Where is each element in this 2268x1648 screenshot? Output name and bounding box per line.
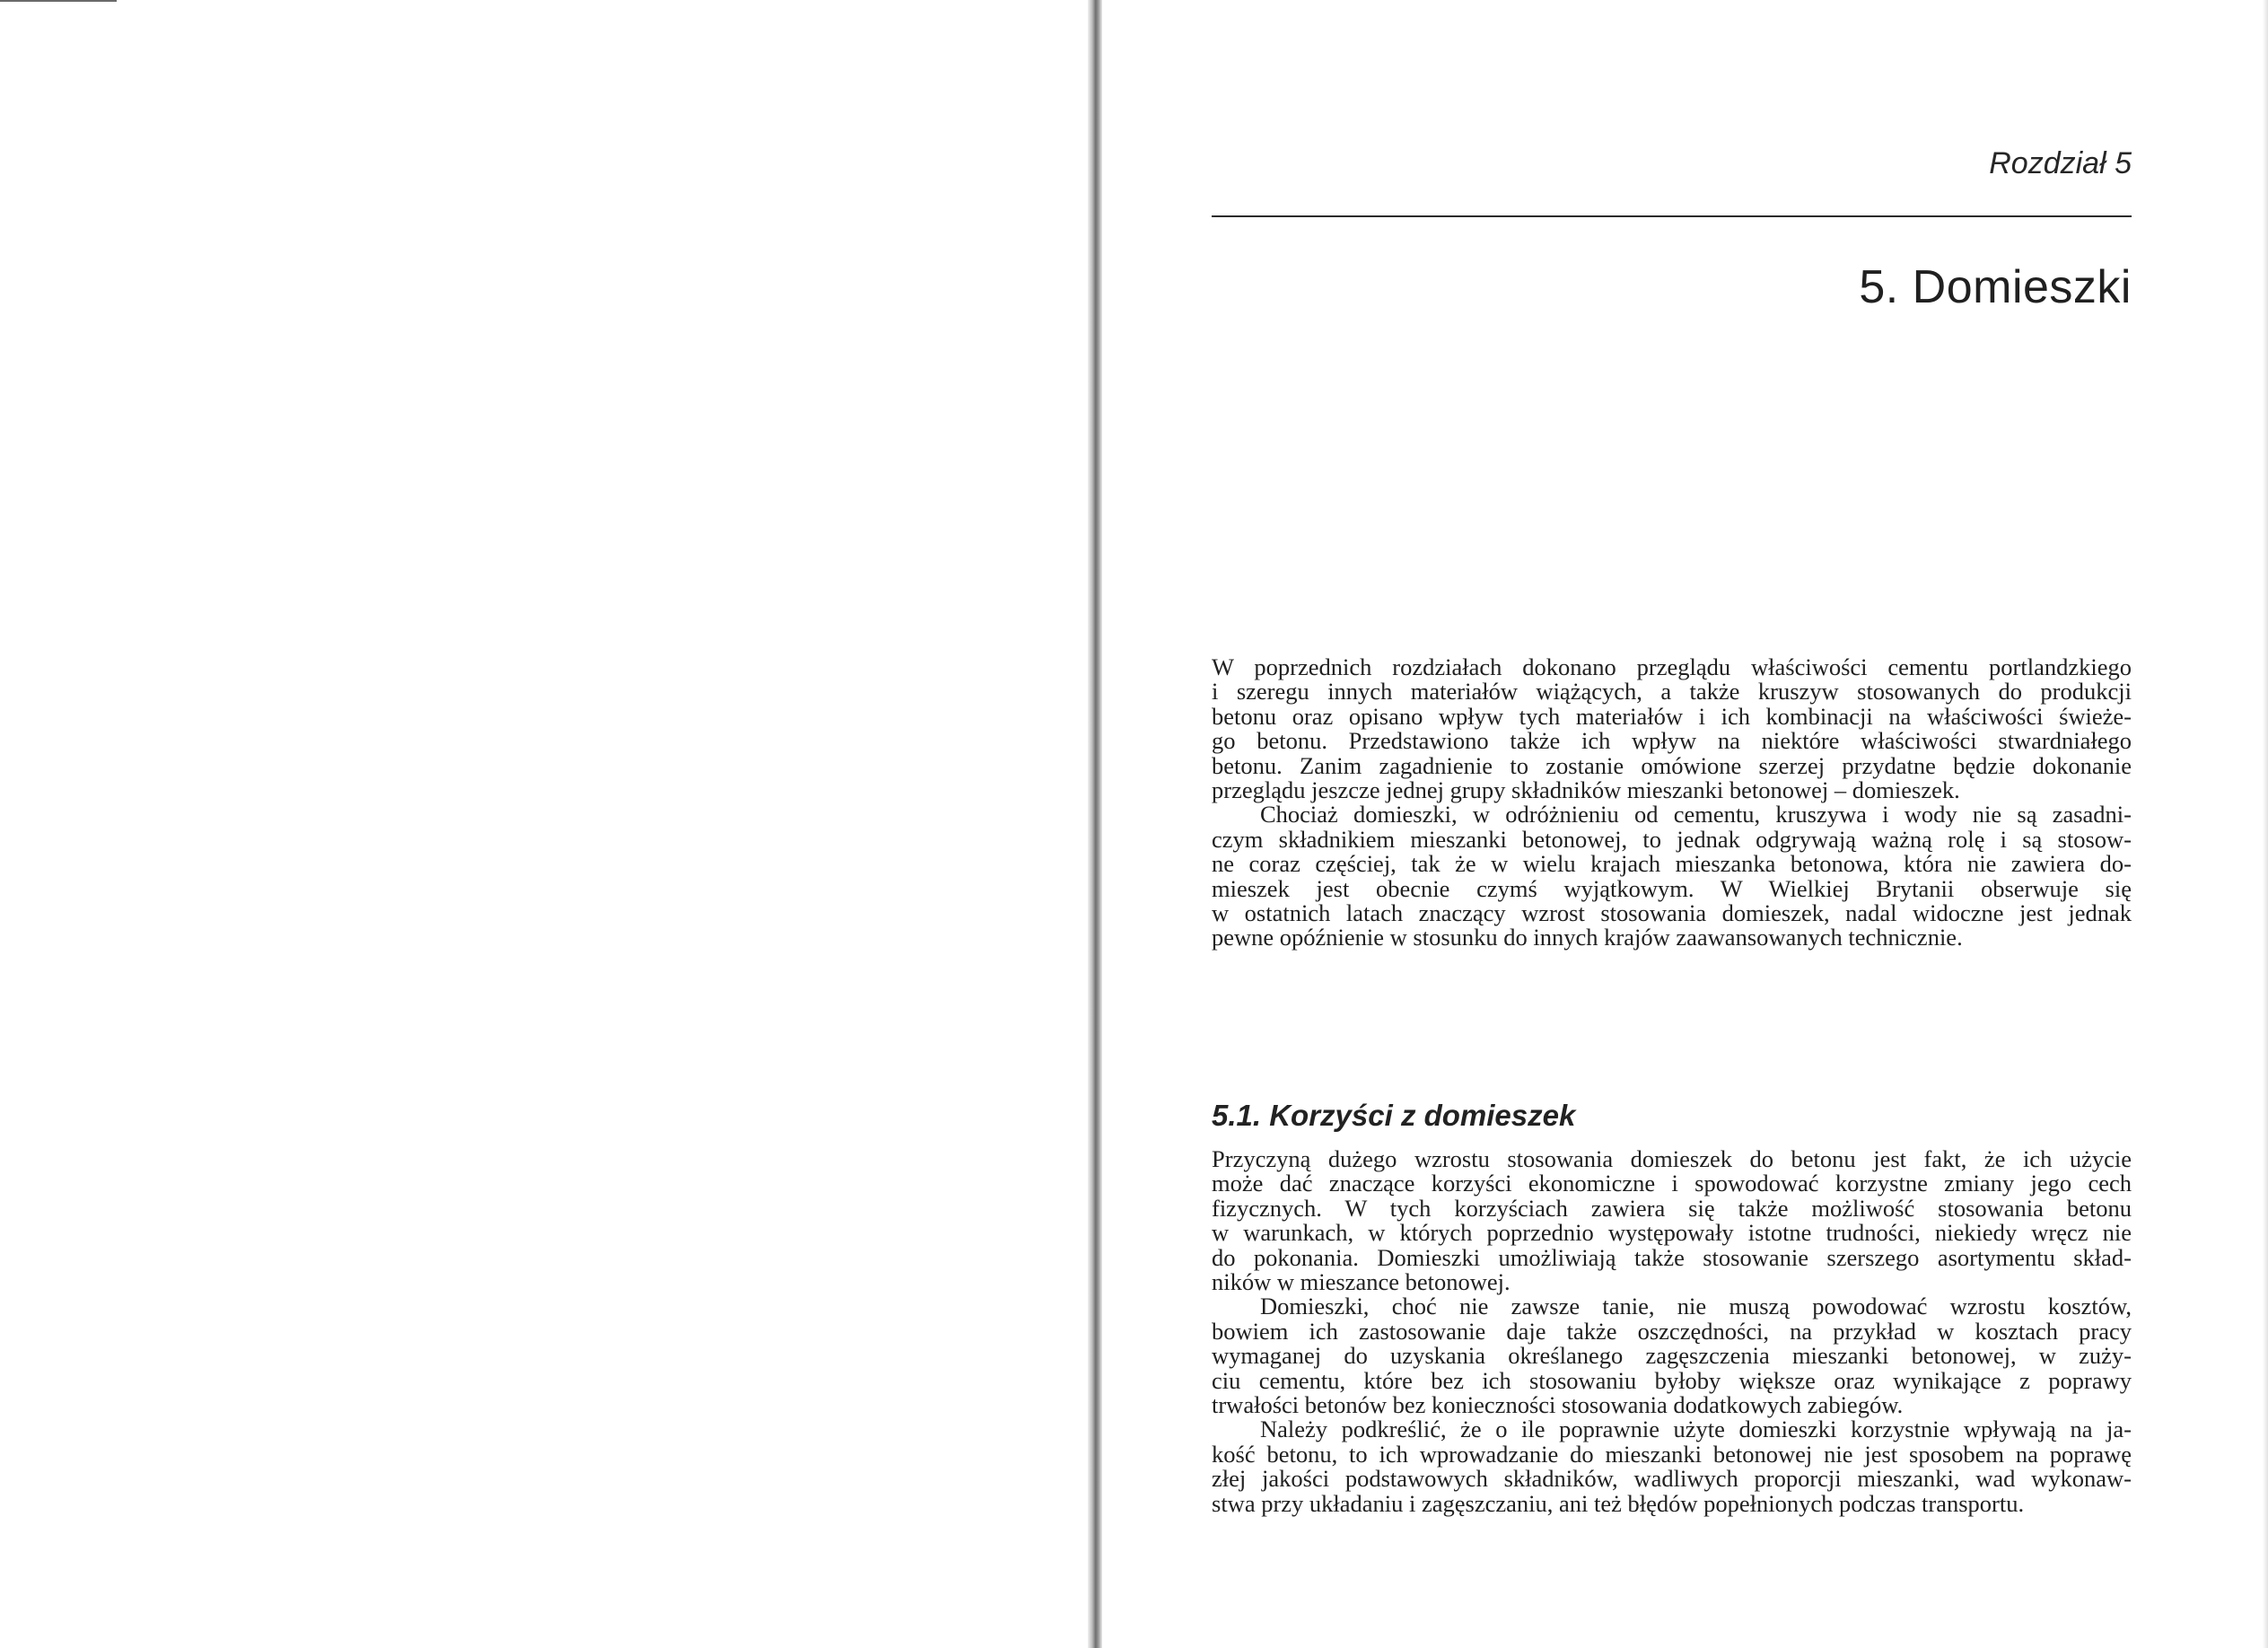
left-page-blank xyxy=(0,0,1088,1648)
text-line: przeglądu jeszcze jednej grupy składników mieszanki betonowej – domieszek. xyxy=(1212,776,1960,804)
text-line: ników w mieszance betonowej. xyxy=(1212,1268,1511,1296)
section-paragraph-1 xyxy=(1212,1147,2132,1294)
section-paragraph-2 xyxy=(1212,1294,2132,1417)
page-edge-shadow xyxy=(2263,0,2268,1648)
text-line: Domieszki, choć nie zawsze tanie, nie muszą powodować wzrostu kosztów, xyxy=(1260,1293,2132,1320)
book-gutter xyxy=(1088,0,1102,1648)
text-line: mieszek jest obecnie czymś wyjątkowym. W Wielkiej Brytanii obserwuje się xyxy=(1212,874,2132,902)
text-line: W poprzednich rozdziałach dokonano przeglądu właściwości cementu portlandzkiego xyxy=(1212,653,2132,680)
section-heading: 5.1. Korzyści z domieszek xyxy=(1212,1099,1576,1132)
text-line: i szeregu innych materiałów wiążących, a także kruszyw stosowanych do produkcji xyxy=(1212,678,2132,706)
text-line: złej jakości podstawowych składników, wadliwych proporcji mieszanki, wad wykonaw- xyxy=(1212,1465,2132,1493)
text-line: kość betonu, to ich wprowadzanie do mieszanki betonowej nie jest sposobem na poprawę xyxy=(1212,1440,2132,1468)
running-header: Rozdział 5 xyxy=(1989,146,2132,180)
text-line: ciu cementu, które bez ich stosowaniu byłoby większe oraz wynikające z poprawy xyxy=(1212,1366,2132,1394)
text-line: bowiem ich zastosowanie daje także oszczędności, na przykład w kosztach pracy xyxy=(1212,1317,2132,1345)
header-rule xyxy=(1212,215,2132,217)
text-line: może dać znaczące korzyści ekonomiczne i spowodować korzystne zmiany jego cech xyxy=(1212,1170,2132,1197)
section-paragraph-3 xyxy=(1212,1417,2132,1516)
text-line: czym składnikiem mieszanki betonowej, to jednak odgrywają ważną rolę i są stosow- xyxy=(1212,825,2132,853)
text-line: betonu oraz opisano wpływ tych materiałów i ich kombinacji na właściwości świeże- xyxy=(1212,702,2132,730)
scan-edge-mark xyxy=(0,0,117,2)
chapter-title: 5. Domieszki xyxy=(1859,261,2132,313)
text-line: fizycznych. W tych korzyściach zawiera się także możliwość stosowania betonu xyxy=(1212,1194,2132,1222)
text-line: ne coraz częściej, tak że w wielu krajach mieszanka betonowa, która nie zawiera do- xyxy=(1212,850,2132,878)
text-line: w warunkach, w których poprzednio występowały istotne trudności, niekiedy wręcz nie xyxy=(1212,1219,2132,1247)
text-line: wymaganej do uzyskania określanego zagęszczenia mieszanki betonowej, w zuży- xyxy=(1212,1342,2132,1370)
text-line: pewne opóźnienie w stosunku do innych krajów zaawansowanych technicznie. xyxy=(1212,924,1963,951)
text-line: do pokonania. Domieszki umożliwiają także stosowanie szerszego asortymentu skład- xyxy=(1212,1243,2132,1271)
text-line: w ostatnich latach znaczący wzrost stosowania domieszek, nadal widoczne jest jednak xyxy=(1212,899,2132,927)
text-line: Przyczyną dużego wzrostu stosowania domieszek do betonu jest fakt, że ich użycie xyxy=(1212,1145,2132,1172)
section-text xyxy=(1212,1147,2132,1516)
text-line: stwa przy układaniu i zagęszczaniu, ani też błędów popełnionych podczas transportu. xyxy=(1212,1489,2025,1517)
intro-paragraph-2 xyxy=(1212,802,2132,950)
text-line: go betonu. Przedstawiono także ich wpływ na niektóre właściwości stwardniałego xyxy=(1212,727,2132,755)
intro-paragraph-1 xyxy=(1212,655,2132,802)
text-line: Chociaż domieszki, w odróżnieniu od cementu, kruszywa i wody nie są zasadni- xyxy=(1260,801,2132,828)
text-line: betonu. Zanim zagadnienie to zostanie omówione szerzej przydatne będzie dokonanie xyxy=(1212,751,2132,779)
intro-text xyxy=(1212,655,2132,951)
text-line: Należy podkreślić, że o ile poprawnie użyte domieszki korzystnie wpływają na ja- xyxy=(1260,1416,2132,1443)
text-line: trwałości betonów bez konieczności stosowania dodatkowych zabiegów. xyxy=(1212,1391,1904,1419)
